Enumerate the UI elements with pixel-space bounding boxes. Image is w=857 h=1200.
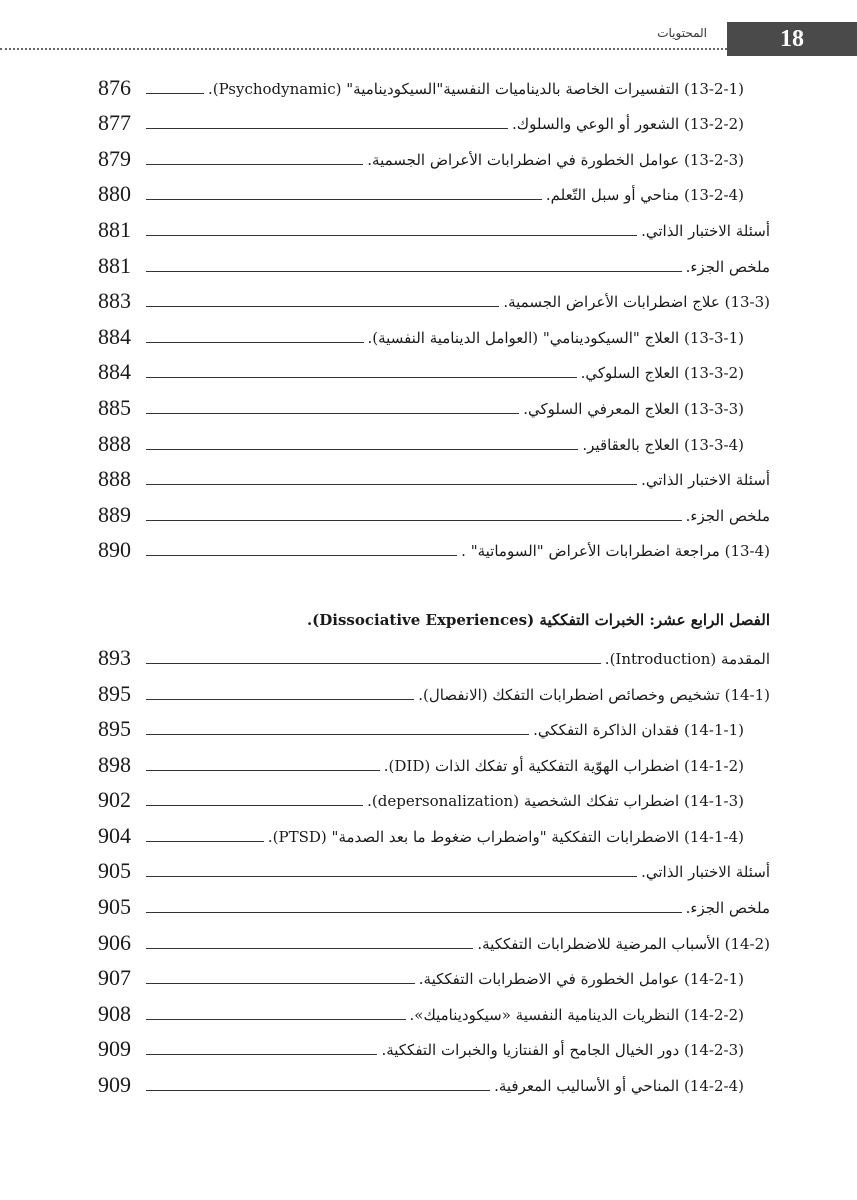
toc-entry-label: (14-1-1) فقدان الذاكرة التفككي.: [533, 721, 744, 740]
toc-section-chapter-13: [98, 68, 770, 566]
toc-entry: [98, 816, 770, 852]
chapter-gap: [98, 566, 770, 602]
toc-entry: [98, 460, 770, 496]
toc-entry-page: 884: [98, 359, 131, 385]
toc-entry: [98, 175, 770, 211]
toc-entry-page: 884: [98, 323, 131, 349]
toc-leader-line: [146, 128, 508, 129]
toc-entry-label: (14-2-1) عوامل الخطورة في الاضطرابات التفككية.: [418, 970, 744, 989]
toc-leader-line: [146, 199, 542, 200]
toc-entry-label: (14-1) تشخيص وخصائص اضطرابات التفكك (الانفصال).: [418, 685, 770, 704]
toc-leader-line: [146, 164, 363, 165]
running-head: المحتويات: [657, 26, 707, 40]
toc-leader-line: [146, 983, 415, 984]
toc-entry-label: (13-2-3) عوامل الخطورة في اضطرابات الأعراض الجسمية.: [367, 150, 744, 169]
toc-entry: [98, 887, 770, 923]
toc-entry: [98, 353, 770, 389]
toc-entry-page: 885: [98, 394, 131, 420]
toc-entry-label: ملخص الجزء.: [685, 506, 770, 525]
toc-entry-page: 904: [98, 822, 131, 848]
toc-entry: [98, 495, 770, 531]
toc-entry-label: (13-2-1) التفسيرات الخاصة بالديناميات النفسية"السيكودينامية" (Psychodynamic).: [207, 79, 744, 98]
toc-leader-line: [146, 699, 414, 700]
chapter-title: الفصل الرابع عشر: الخبرات التفككية (Dissociative Experiences).: [306, 611, 770, 630]
toc-entry: [98, 852, 770, 888]
toc-entry-label: (14-2-4) المناحي أو الأساليب المعرفية.: [494, 1077, 744, 1096]
toc-leader-line: [146, 912, 682, 913]
toc-entry: [98, 710, 770, 746]
toc-entry-label: أسئلة الاختبار الذاتي.: [641, 471, 770, 490]
toc-leader-line: [146, 948, 473, 949]
page-header: [0, 22, 857, 56]
toc-entry-label: (13-3-4) العلاج بالعقاقير.: [582, 435, 744, 454]
toc-entry: [98, 531, 770, 567]
toc-entry: [98, 210, 770, 246]
toc-entry: [98, 139, 770, 175]
toc-leader-line: [146, 841, 264, 842]
toc-leader-line: [146, 449, 578, 450]
toc-entry: [98, 282, 770, 318]
toc-leader-line: [146, 377, 577, 378]
toc-leader-line: [146, 93, 204, 94]
toc-leader-line: [146, 271, 682, 272]
toc-entry-page: 906: [98, 929, 131, 955]
toc-leader-line: [146, 1019, 406, 1020]
toc-entry: [98, 317, 770, 353]
toc-entry-page: 881: [98, 216, 131, 242]
toc-leader-line: [146, 1054, 377, 1055]
table-of-contents: [98, 68, 770, 1101]
toc-entry: [98, 104, 770, 140]
toc-leader-line: [146, 555, 457, 556]
toc-entry: [98, 1030, 770, 1066]
toc-entry-label: (13-4) مراجعة اضطرابات الأعراض "السوماتية" .: [461, 542, 770, 561]
toc-entry: [98, 388, 770, 424]
toc-entry-label: (13-2-4) مناحي أو سبل التّعلم.: [545, 186, 744, 205]
toc-entry-page: 876: [98, 74, 131, 100]
toc-entry-page: 895: [98, 716, 131, 742]
toc-leader-line: [146, 1090, 490, 1091]
toc-leader-line: [146, 520, 682, 521]
toc-leader-line: [146, 342, 364, 343]
toc-leader-line: [146, 413, 519, 414]
toc-entry: [98, 638, 770, 674]
page-number: 18: [727, 22, 857, 56]
toc-entry-page: 890: [98, 537, 131, 563]
toc-entry-page: 879: [98, 145, 131, 171]
toc-entry-page: 888: [98, 466, 131, 492]
toc-entry-label: (14-1-3) اضطراب تفكك الشخصية (depersonalization).: [367, 792, 744, 811]
toc-entry: [98, 745, 770, 781]
toc-entry-page: 905: [98, 894, 131, 920]
toc-leader-line: [146, 770, 380, 771]
toc-entry-page: 905: [98, 858, 131, 884]
toc-entry-page: 907: [98, 965, 131, 991]
toc-entry-label: ملخص الجزء.: [685, 899, 770, 918]
toc-entry-page: 883: [98, 288, 131, 314]
toc-entry-page: 909: [98, 1072, 131, 1098]
toc-entry-page: 877: [98, 110, 131, 136]
toc-entry-label: (13-3-2) العلاج السلوكي.: [580, 364, 744, 383]
toc-entry-label: (13-3) علاج اضطرابات الأعراض الجسمية.: [503, 293, 770, 312]
toc-entry-page: 895: [98, 680, 131, 706]
toc-leader-line: [146, 734, 529, 735]
header-dotted-rule: [0, 48, 727, 50]
toc-entry-label: (14-1-4) الاضطرابات التفككية "واضطراب ضغوط ما بعد الصدمة" (PTSD).: [267, 827, 744, 846]
toc-entry: [98, 1065, 770, 1101]
toc-entry-page: 888: [98, 430, 131, 456]
toc-entry-label: (14-2-3) دور الخيال الجامح أو الفنتازيا والخبرات التفككية.: [381, 1041, 744, 1060]
toc-entry-page: 909: [98, 1036, 131, 1062]
toc-entry-label: ملخص الجزء.: [685, 257, 770, 276]
toc-entry: [98, 923, 770, 959]
toc-entry-label: أسئلة الاختبار الذاتي.: [641, 863, 770, 882]
toc-entry-page: 880: [98, 181, 131, 207]
toc-entry-label: (13-3-3) العلاج المعرفي السلوكي.: [523, 399, 744, 418]
toc-entry-label: (13-3-1) العلاج "السيكودينامي" (العوامل الدينامية النفسية).: [367, 328, 744, 347]
toc-entry: [98, 68, 770, 104]
toc-section-chapter-14: [98, 638, 770, 1101]
toc-leader-line: [146, 484, 637, 485]
toc-entry-page: 908: [98, 1000, 131, 1026]
toc-entry-label: (14-2) الأسباب المرضية للاضطرابات التفككية.: [477, 934, 770, 953]
toc-entry-label: (14-1-2) اضطراب الهوّية التفككية أو تفكك الذات (DID).: [383, 756, 744, 775]
toc-leader-line: [146, 306, 499, 307]
toc-entry-label: أسئلة الاختبار الذاتي.: [641, 221, 770, 240]
toc-entry: [98, 959, 770, 995]
toc-entry-page: 902: [98, 787, 131, 813]
toc-leader-line: [146, 805, 363, 806]
toc-entry-label: (13-2-2) الشعور أو الوعي والسلوك.: [511, 115, 744, 134]
toc-leader-line: [146, 663, 601, 664]
toc-entry: [98, 781, 770, 817]
toc-entry: [98, 674, 770, 710]
toc-leader-line: [146, 235, 637, 236]
toc-entry-page: 893: [98, 644, 131, 670]
toc-leader-line: [146, 876, 637, 877]
toc-entry-page: 898: [98, 751, 131, 777]
toc-entry-page: 881: [98, 252, 131, 278]
toc-entry-page: 889: [98, 501, 131, 527]
toc-entry: [98, 424, 770, 460]
toc-entry: [98, 246, 770, 282]
toc-entry-label: المقدمة (Introduction).: [604, 649, 770, 668]
toc-entry-label: (14-2-2) النظريات الدينامية النفسية «سيكوديناميك».: [409, 1005, 744, 1024]
toc-entry: [98, 994, 770, 1030]
